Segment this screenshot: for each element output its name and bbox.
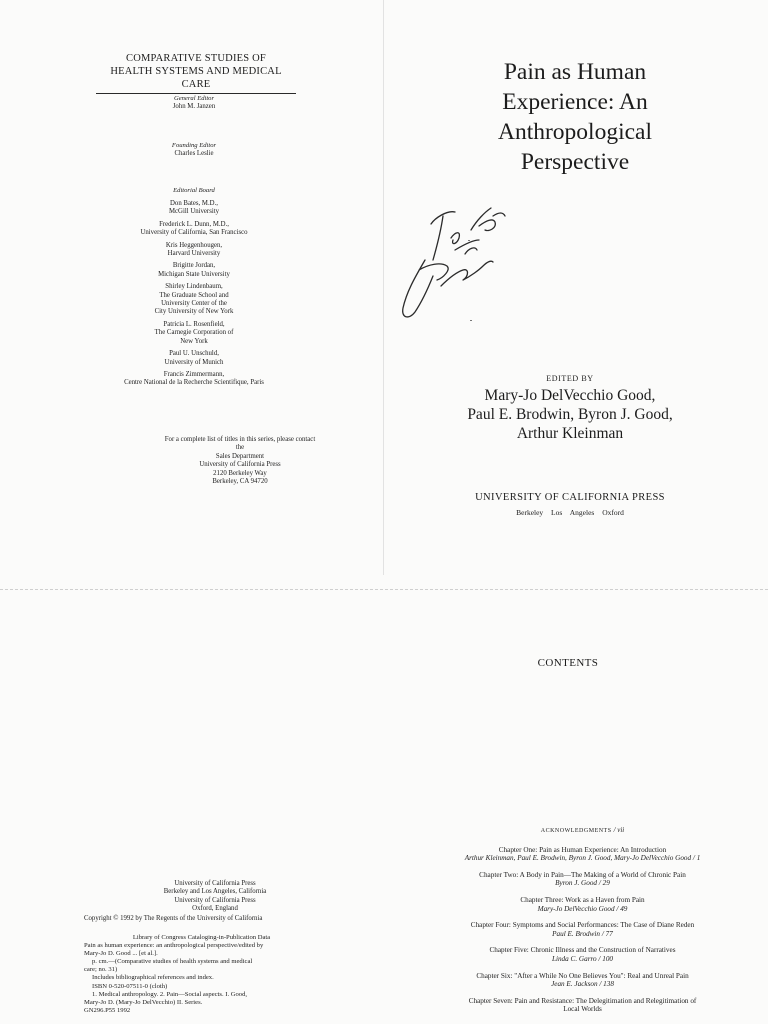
series-note-line: Sales Department	[215, 452, 265, 460]
toc-chapter	[420, 871, 745, 888]
chapter-authors: Paul E. Brodwin / 77	[552, 929, 613, 938]
series-note-line: For a complete list of titles in this series, please contact the	[164, 436, 316, 452]
board-member-affiliation: University Center of the	[161, 300, 227, 308]
chapter-authors: Mary-Jo DelVecchio Good / 49	[537, 904, 628, 913]
cip-line: care; no. 31)	[84, 966, 118, 974]
editor-line: Arthur Kleinman	[516, 425, 624, 442]
toc-chapter	[420, 896, 745, 913]
book-title-line: Anthropological	[497, 119, 653, 145]
cip-line: Mary-Jo D. Good ... [et al.].	[84, 950, 158, 958]
board-member-name: Francis Zimmermann,	[163, 370, 225, 378]
series-title-line-1: COMPARATIVE STUDIES OF	[126, 53, 266, 64]
chapter-authors: Linda C. Garro / 100	[551, 954, 614, 963]
publisher-cities: Berkeley Los Angeles Oxford	[516, 508, 624, 517]
contents-heading: CONTENTS	[537, 657, 599, 669]
toc-chapter	[420, 972, 745, 989]
toc-acknowledgments	[420, 826, 745, 836]
editor-line: Mary-Jo DelVecchio Good,	[484, 387, 656, 404]
horizontal-fold-line	[0, 589, 768, 590]
board-member-name: Kris Heggenhougen,	[165, 241, 223, 249]
board-member-affiliation: The Graduate School and	[159, 291, 229, 299]
editorial-board	[104, 186, 284, 392]
series-note-line: 2120 Berkeley Way	[213, 469, 267, 477]
series-contact-note	[160, 436, 320, 486]
board-member-affiliation: City University of New York	[154, 308, 234, 316]
board-member	[104, 371, 284, 388]
board-member	[104, 262, 284, 279]
imprint-line: University of California Press	[174, 896, 256, 904]
board-member-affiliation: Centre National de la Recherche Scientifique, Paris	[124, 379, 264, 387]
chapter-authors: Jean E. Jackson / 138	[551, 980, 614, 989]
publisher-name: UNIVERSITY OF CALIFORNIA PRESS	[475, 492, 665, 503]
board-member-affiliation: McGill University	[168, 208, 220, 216]
board-member-affiliation: University of Munich	[164, 358, 224, 366]
publisher-imprint	[130, 880, 300, 913]
board-member	[104, 283, 284, 317]
editor-line: Paul E. Brodwin, Byron J. Good,	[467, 406, 673, 423]
board-member	[104, 350, 284, 367]
chapter-title: Chapter Four: Symptoms and Social Performances: The Case of Diane Reden	[470, 921, 695, 930]
board-member	[104, 321, 284, 346]
cip-line: Includes bibliographical references and index.	[92, 974, 214, 982]
pencil-mark	[470, 320, 472, 321]
cip-line: GN296.P55 1992	[84, 1006, 131, 1014]
chapter-title: Chapter Five: Chronic Illness and the Construction of Narratives	[489, 946, 676, 955]
board-member-affiliation: Harvard University	[167, 250, 221, 258]
chapter-authors: Arthur Kleinman, Paul E. Brodwin, Byron J. Good, Mary-Jo DelVecchio Good / 1	[464, 854, 701, 863]
founding-editor-block	[104, 141, 284, 158]
board-member	[104, 200, 284, 217]
pencil-mark	[468, 240, 470, 241]
chapter-title: Chapter One: Pain as Human Experience: An Introduction	[498, 845, 667, 854]
board-member-name: Shirley Lindenbaum,	[165, 283, 223, 291]
toc-chapter	[420, 946, 745, 963]
book-title-line: Experience: An	[502, 89, 648, 115]
imprint-line: Oxford, England	[192, 904, 238, 912]
board-member-affiliation: New York	[180, 337, 208, 345]
editors	[430, 386, 710, 443]
edited-by-label: EDITED BY	[546, 374, 594, 383]
acknowledgments-page: / vii	[613, 826, 625, 834]
book-title-line: Pain as Human	[503, 59, 647, 85]
imprint-line: Berkeley and Los Angeles, California	[163, 888, 267, 896]
founding-editor-label: Founding Editor	[171, 142, 217, 149]
founding-editor-name: Charles Leslie	[174, 150, 214, 157]
cip-data	[84, 934, 309, 1015]
board-member-affiliation: University of California, San Francisco	[140, 229, 248, 237]
handwritten-signature	[395, 190, 515, 330]
board-member-affiliation: Michigan State University	[158, 270, 230, 278]
cip-line: Pain as human experience: an anthropological perspective/edited by	[84, 942, 264, 950]
acknowledgments-label: ACKNOWLEDGMENTS	[540, 828, 612, 834]
general-editor-label: General Editor	[173, 95, 215, 102]
imprint-line: University of California Press	[174, 880, 256, 887]
cip-line: p. cm.—(Comparative studies of health systems and medical	[92, 958, 253, 966]
cip-line: ISBN 0-520-07511-0 (cloth)	[92, 982, 168, 990]
board-member-affiliation: The Carnegie Corporation of	[154, 329, 234, 337]
general-editor-block	[104, 94, 284, 111]
board-member	[104, 242, 284, 259]
editorial-board-label: Editorial Board	[173, 187, 215, 194]
series-note-line: University of California Press	[199, 461, 281, 469]
series-title	[96, 52, 296, 94]
chapter-title: Chapter Six: "After a While No One Believes You": Real and Unreal Pain	[476, 971, 689, 980]
book-title	[440, 57, 710, 177]
board-member-name: Patricia L. Rosenfield,	[163, 320, 225, 328]
series-note-line: Berkeley, CA 94720	[212, 478, 268, 486]
vertical-fold-line	[383, 0, 384, 575]
cip-line: Mary-Jo D. (Mary-Jo DelVecchio) II. Series.	[84, 998, 203, 1006]
chapter-title: Chapter Two: A Body in Pain—The Making of a World of Chronic Pain	[479, 870, 686, 879]
cip-heading: Library of Congress Cataloging-in-Publication Data	[132, 934, 271, 941]
chapter-title: Chapter Seven: Pain and Resistance: The Delegitimation and Relegitimation of	[468, 996, 697, 1005]
toc-chapter	[420, 921, 745, 938]
board-member-name: Brigitte Jordan,	[172, 262, 216, 270]
series-title-line-2: HEALTH SYSTEMS AND MEDICAL CARE	[110, 66, 282, 90]
copyright-notice: Copyright © 1992 by The Regents of the University of California	[84, 915, 263, 922]
board-member	[104, 221, 284, 238]
general-editor-name: John M. Janzen	[172, 103, 216, 110]
chapter-title: Chapter Three: Work as a Haven from Pain	[520, 895, 645, 904]
cip-line: 1. Medical anthropology. 2. Pain—Social aspects. I. Good,	[92, 990, 248, 998]
toc-chapter	[420, 846, 745, 863]
board-member-name: Paul U. Unschuld,	[169, 350, 219, 358]
chapter-authors: Byron J. Good / 29	[555, 879, 610, 888]
book-title-line: Perspective	[520, 149, 630, 175]
board-member-name: Frederick L. Dunn, M.D.,	[159, 220, 229, 228]
table-of-contents	[420, 826, 745, 1022]
toc-chapter	[420, 997, 745, 1014]
chapter-subtitle: Local Worlds	[563, 1005, 602, 1014]
board-member-name: Don Bates, M.D.,	[170, 200, 218, 207]
